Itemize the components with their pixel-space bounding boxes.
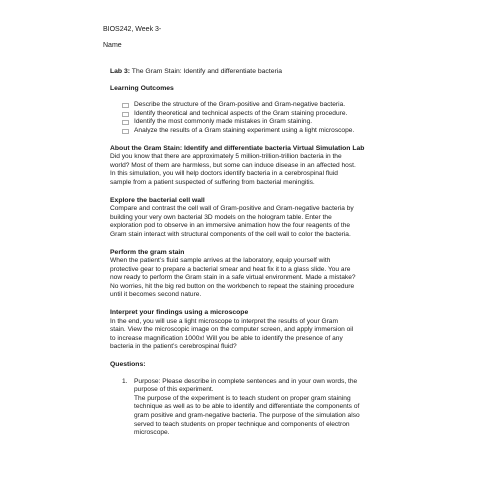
questions-list [110, 378, 395, 438]
document-body [110, 68, 395, 438]
lab-title-text: The Gram Stain: Identify and differentiate bacteria [130, 68, 283, 75]
section-line: Gram stain interact with structural components of the cell wall to color the bacteria. [110, 230, 351, 238]
course-label: BIOS242, Week 3- [103, 26, 162, 33]
question-prompt-line: Purpose: Please describe in complete sentences and in your own words, the [134, 377, 358, 385]
list-item [122, 110, 395, 119]
section-line: In the end, you will use a light microscope to interpret the results of your Gram [110, 317, 338, 325]
outcome-text: Analyze the results of a Gram staining experiment using a light microscope. [134, 126, 355, 134]
answer-line: served to teach students on proper technique and components of electron [134, 420, 350, 428]
section-line: until it becomes second nature. [110, 291, 202, 299]
question-body [134, 378, 395, 438]
section-line: Did you know that there are approximately 5 million-trillion-trillion bacteria in the [110, 153, 342, 161]
lab-title [110, 68, 395, 77]
section-line: stain. View the microscopic image on the computer screen, and apply immersion oil [110, 326, 354, 334]
section-line: When the patient’s fluid sample arrives at the laboratory, equip yourself with [110, 257, 331, 265]
answer-line: technique as well as to be able to identify and differentiate the components of [134, 403, 360, 411]
section-line: to increase magnification 1000x! Will you be able to identify the presence of any [110, 334, 343, 342]
section-line: building your very own bacterial 3D models on the hologram table. Enter the [110, 213, 332, 221]
list-item [122, 101, 395, 110]
list-item [122, 127, 395, 136]
lab-title-prefix: Lab 3: [110, 68, 131, 75]
section-heading: Explore the bacterial cell wall [110, 196, 205, 204]
questions-heading: Questions: [110, 361, 146, 369]
section-heading: About the Gram Stain: Identify and differentiate bacteria Virtual Simulation Lab [110, 144, 365, 152]
bullet-icon [122, 112, 129, 117]
learning-outcomes-heading: Learning Outcomes [110, 84, 174, 92]
answer-text [134, 395, 395, 438]
section-line: Compare and contrast the cell wall of Gram-positive and Gram-negative bacteria by [110, 205, 354, 213]
section-line: In this simulation, you will help doctors identify bacteria in a cerebrospinal fluid [110, 170, 338, 178]
outcome-text: Describe the structure of the Gram-positive and Gram-negative bacteria. [134, 101, 346, 109]
section-heading: Perform the gram stain [110, 248, 185, 256]
bullet-icon [122, 129, 129, 134]
answer-line: gram positive and gram-negative bacteria. The purpose of the simulation also [134, 412, 360, 419]
learning-outcomes-list [110, 101, 395, 135]
name-label: Name [103, 42, 122, 49]
question-number: 1. [122, 377, 128, 385]
answer-line: The purpose of the experiment is to teach student on proper gram staining [134, 394, 351, 402]
bullet-icon [122, 120, 129, 125]
outcome-text: Identify the most commonly made mistakes in Gram staining. [134, 118, 313, 126]
answer-line: microscope. [134, 429, 170, 437]
section-heading: Interpret your findings using a microscope [110, 309, 249, 317]
section-line: now ready to perform the Gram stain in a safe virtual environment. Made a mistake? [110, 274, 356, 282]
question-prompt-line: purpose of this experiment. [134, 386, 214, 394]
section-line: world? Most of them are harmless, but some can induce disease in an affected host. [110, 161, 356, 169]
section-line: No worries, hit the big red button on the workbench to repeat the staining procedure [110, 282, 355, 290]
list-item [122, 118, 395, 127]
outcome-text: Identify theoretical and technical aspects of the Gram staining procedure. [134, 109, 348, 117]
bullet-icon [122, 103, 129, 108]
section-line: exploration pod to observe in an immersive animation how the four reagents of the [110, 222, 351, 230]
question-item [122, 378, 395, 438]
section-line: bacteria in the patient’s cerebrospinal fluid? [110, 343, 237, 351]
section-line: protective gear to prepare a bacterial smear and heat fix it to a glass slide. You are [110, 265, 351, 273]
section-line: sample from a patient suspected of suffering from bacterial meningitis. [110, 178, 315, 186]
